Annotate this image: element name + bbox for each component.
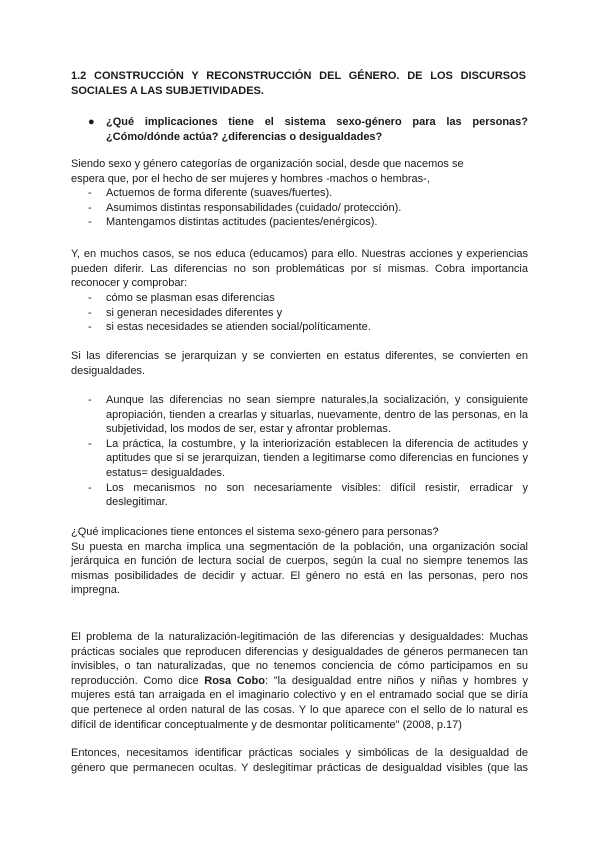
paragraph-line: Y, en muchos casos, se nos educa (educamos) para ello. Nuestras acciones y experiencias (71, 248, 528, 260)
heading-line: 1.2 CONSTRUCCIÓN Y RECONSTRUCCIÓN DEL GÉNERO. DE LOS DISCURSOS (71, 70, 526, 82)
bullet-marker: ● (88, 116, 95, 128)
paragraph-2 (71, 247, 528, 291)
list-item-line: Los mecanismos no son necesariamente visibles: difícil resistir, erradicar y (106, 481, 528, 494)
paragraph-line: impregna. (71, 584, 120, 597)
dash-marker: - (88, 187, 92, 199)
quote-start: : "la desigualdad entre niños y niñas y hombres y (264, 674, 528, 687)
paragraph-line: que pertenece al orden natural de las cosas. Y lo que aparece con el sello de lo natural es (71, 703, 528, 716)
list-item-line: subjetividad, los modos de ser, estar y afrontar problemas. (106, 423, 391, 436)
paragraph-line: Entonces, necesitamos identificar prácticas sociales y simbólicas de la desigualdad de (71, 747, 528, 759)
paragraph-line: reconocer y comprobar: (71, 277, 188, 290)
paragraph-line (71, 674, 528, 689)
paragraph-line: invisibles, o tan naturalizadas, que no tenemos conciencia de cómo participamos en su (71, 660, 528, 673)
paragraph-line: ¿Qué implicaciones tiene entonces el sistema sexo-género para personas? (71, 526, 439, 538)
list-item-line: Aunque las diferencias no sean siempre naturales,la socialización, y consiguiente (106, 394, 528, 406)
dash-marker: - (88, 321, 92, 334)
list-item-text: cómo se plasman esas diferencias (106, 292, 275, 304)
paragraph-3 (71, 349, 528, 378)
paragraph-line: Si las diferencias se jerarquizan y se convierten en estatus diferentes, se convierten en (71, 350, 528, 362)
list-item (88, 393, 528, 437)
list-item-text: Mantengamos distintas actitudes (pacientes/enérgicos). (106, 216, 378, 229)
list-2 (88, 291, 528, 335)
list-item-text: Asumimos distintas responsabilidades (cuidado/ protección). (106, 201, 402, 214)
paragraph-line: género que permanecen ocultas. Y deslegitimar prácticas de desigualdad visibles (que las (71, 761, 528, 774)
paragraph-5 (71, 630, 528, 732)
list-item-line: apropiación, tienden a crearlas y situarlas, nuevamente, dentro de las personas, en la (106, 408, 528, 421)
list-item (88, 437, 528, 481)
list-item-line: estatus= desigualdades. (106, 466, 225, 479)
paragraph-4 (71, 525, 528, 598)
list-1 (88, 186, 528, 230)
paragraph-1 (71, 157, 528, 186)
list-item-text: si estas necesidades se atienden social/políticamente. (106, 321, 371, 334)
list-item (88, 320, 528, 335)
paragraph-line: mujeres está tan arraigada en el imaginario colectivo y en el entramado social que se diría (71, 689, 528, 702)
paragraph-line: Siendo sexo y género categorías de organización social, desde que nacemos se (71, 158, 464, 170)
paragraph-line: jerárquica en función de lectura social de cuerpos, según la cual no siempre tenemos las (71, 555, 528, 568)
paragraph-line: El problema de la naturalización-legitimación de las diferencias y desigualdades: Muchas (71, 631, 528, 643)
paragraph-line: desigualdades. (71, 364, 146, 377)
dash-marker: - (88, 437, 92, 450)
author-name: Rosa Cobo (204, 674, 265, 687)
dash-marker: - (88, 216, 92, 229)
heading-line: SOCIALES A LAS SUBJETIVIDADES. (71, 84, 264, 97)
list-3 (88, 393, 528, 510)
section-heading (71, 69, 526, 98)
list-item-line: deslegitimar. (106, 496, 168, 509)
citation-intro: reproducción. Como dice (71, 674, 205, 687)
list-item-line: aptitudes que si se jerarquizan, tienden a legitimarse como diferencias en funciones y (106, 452, 528, 465)
question-line: ¿Cómo/dónde actúa? ¿diferencias o desigualdades? (106, 130, 383, 143)
paragraph-line: difícil de identificar conceptualmente y de desmontar políticamente" (2008, p.17) (71, 718, 462, 731)
list-item (88, 306, 528, 321)
paragraph-line: Su puesta en marcha implica una segmentación de la población, una organización social (71, 540, 528, 553)
paragraph-6 (71, 746, 528, 775)
dash-marker: - (88, 292, 92, 304)
paragraph-line: espera que, por el hecho de ser mujeres y hombres -machos o hembras-, (71, 172, 430, 185)
dash-marker: - (88, 306, 92, 319)
list-item (88, 201, 528, 216)
list-item-text: Actuemos de forma diferente (suaves/fuertes). (106, 187, 333, 199)
list-item-line: La práctica, la costumbre, y la interiorización establecen la diferencia de actitudes y (106, 437, 528, 450)
dash-marker: - (88, 394, 92, 406)
dash-marker: - (88, 201, 92, 214)
list-item (88, 481, 528, 510)
list-item-text: si generan necesidades diferentes y (106, 306, 283, 319)
list-item (88, 215, 528, 230)
paragraph-line: pueden diferir. Las diferencias no son problemáticas por sí mismas. Cobra importancia (71, 262, 528, 275)
question-line: ¿Qué implicaciones tiene el sistema sexo-género para las personas? (106, 116, 528, 128)
dash-marker: - (88, 481, 92, 494)
list-item (88, 186, 528, 201)
paragraph-line: prácticas sociales que reproducen diferencias y desigualdades de géneros permanecen tan (71, 645, 528, 658)
paragraph-line: mismas posibilidades de decidir y actuar. El género no está en las personas, pero nos (71, 569, 528, 582)
list-item (88, 291, 528, 306)
